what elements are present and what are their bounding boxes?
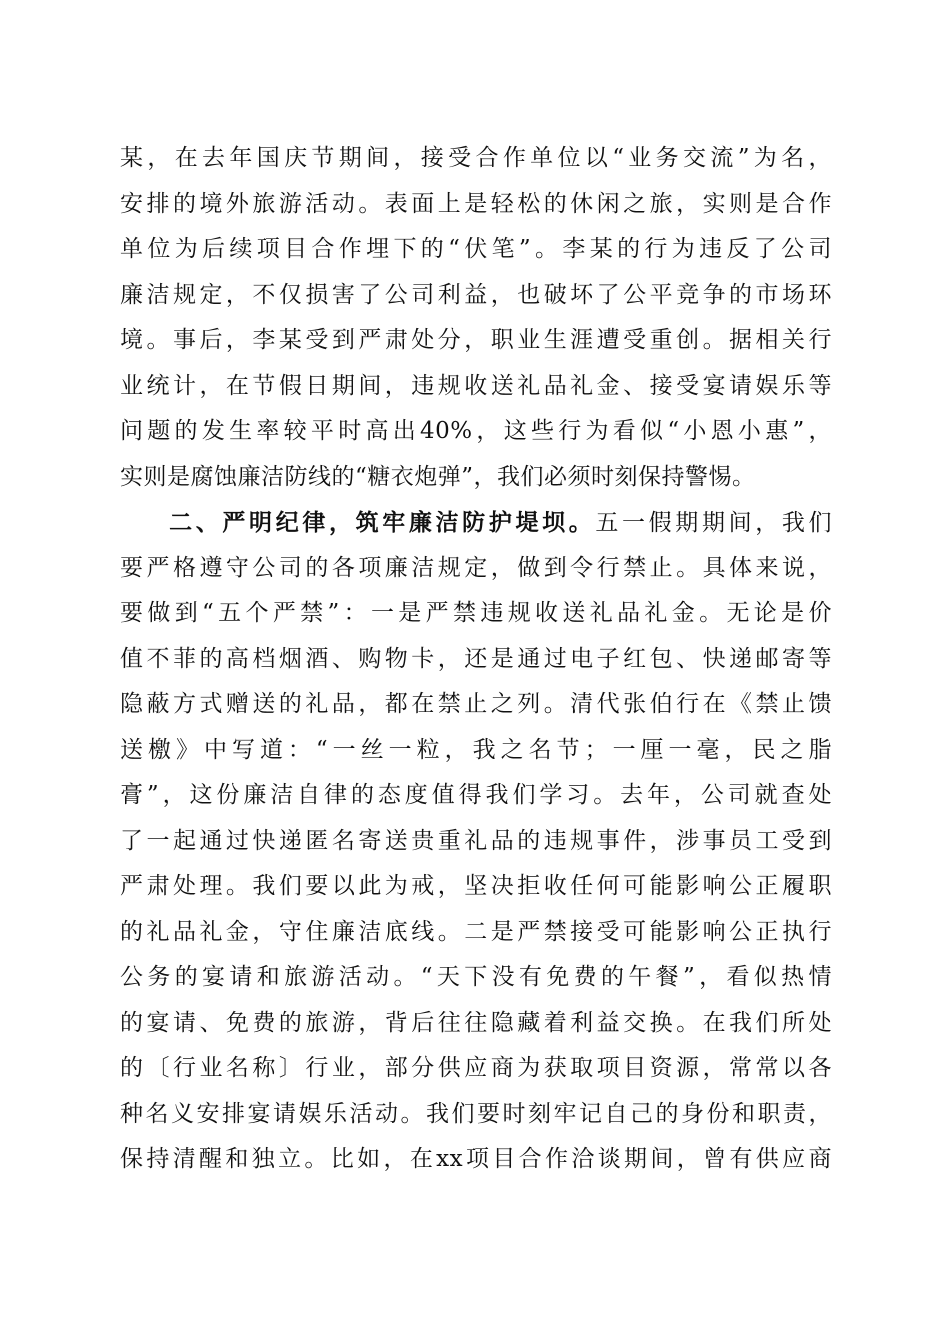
body-line: 保持清醒和独立。比如，在xx项目合作洽谈期间，曾有供应商 — [120, 1146, 832, 1172]
body-line: 膏”，这份廉洁自律的态度值得我们学习。去年，公司就查处 — [120, 782, 832, 808]
body-line: 的宴请、免费的旅游，背后往往隐藏着利益交换。在我们所处 — [120, 1009, 832, 1036]
body-line: 业统计，在节假日期间，违规收送礼品礼金、接受宴请娱乐等 — [120, 372, 832, 399]
section-heading: 二、严明纪律，筑牢廉洁防护堤坝。 — [166, 509, 596, 536]
body-line: 严肃处理。我们要以此为戒，坚决拒收任何可能影响公正履职 — [120, 873, 832, 899]
body-line: 的礼品礼金，守住廉洁底线。二是严禁接受可能影响公正执行 — [120, 918, 832, 945]
body-line: 某，在去年国庆节期间，接受合作单位以“业务交流”为名， — [120, 145, 832, 171]
document-body — [120, 136, 832, 1183]
body-line: 送檄》中写道：“一丝一粒，我之名节；一厘一毫，民之脂 — [120, 736, 832, 763]
body-line: 单位为后续项目合作埋下的“伏笔”。李某的行为违反了公司 — [120, 236, 832, 262]
body-line: 隐蔽方式赠送的礼品，都在禁止之列。清代张伯行在《禁止馈 — [120, 691, 832, 717]
body-line: 的〔行业名称〕行业，部分供应商为获取项目资源，常常以各 — [120, 1055, 832, 1081]
body-line: 值不菲的高档烟酒、购物卡，还是通过电子红包、快递邮寄等 — [120, 645, 832, 672]
body-line: 了一起通过快递匿名寄送贵重礼品的违规事件，涉事员工受到 — [120, 827, 832, 854]
body-line: 境。事后，李某受到严肃处分，职业生涯遭受重创。据相关行 — [120, 327, 832, 353]
body-line: 公务的宴请和旅游活动。“天下没有免费的午餐”，看似热情 — [120, 964, 832, 990]
heading-line-rest: 五一假期期间，我们 — [595, 510, 832, 536]
body-line: 实则是腐蚀廉洁防线的“糖衣炮弹”，我们必须时刻保持警惕。 — [120, 463, 756, 490]
section-heading-line — [120, 500, 832, 546]
body-line: 种名义安排宴请娱乐活动。我们要时刻牢记自己的身份和职责， — [120, 1100, 832, 1127]
body-line: 要做到“五个严禁”：一是严禁违规收送礼品礼金。无论是价 — [120, 600, 832, 626]
body-line: 安排的境外旅游活动。表面上是轻松的休闲之旅，实则是合作 — [120, 190, 832, 217]
body-line: 廉洁规定，不仅损害了公司利益，也破坏了公平竞争的市场环 — [120, 281, 832, 308]
body-line: 要严格遵守公司的各项廉洁规定，做到令行禁止。具体来说， — [120, 554, 832, 581]
body-line: 问题的发生率较平时高出40%，这些行为看似“小恩小惠”， — [120, 418, 832, 444]
